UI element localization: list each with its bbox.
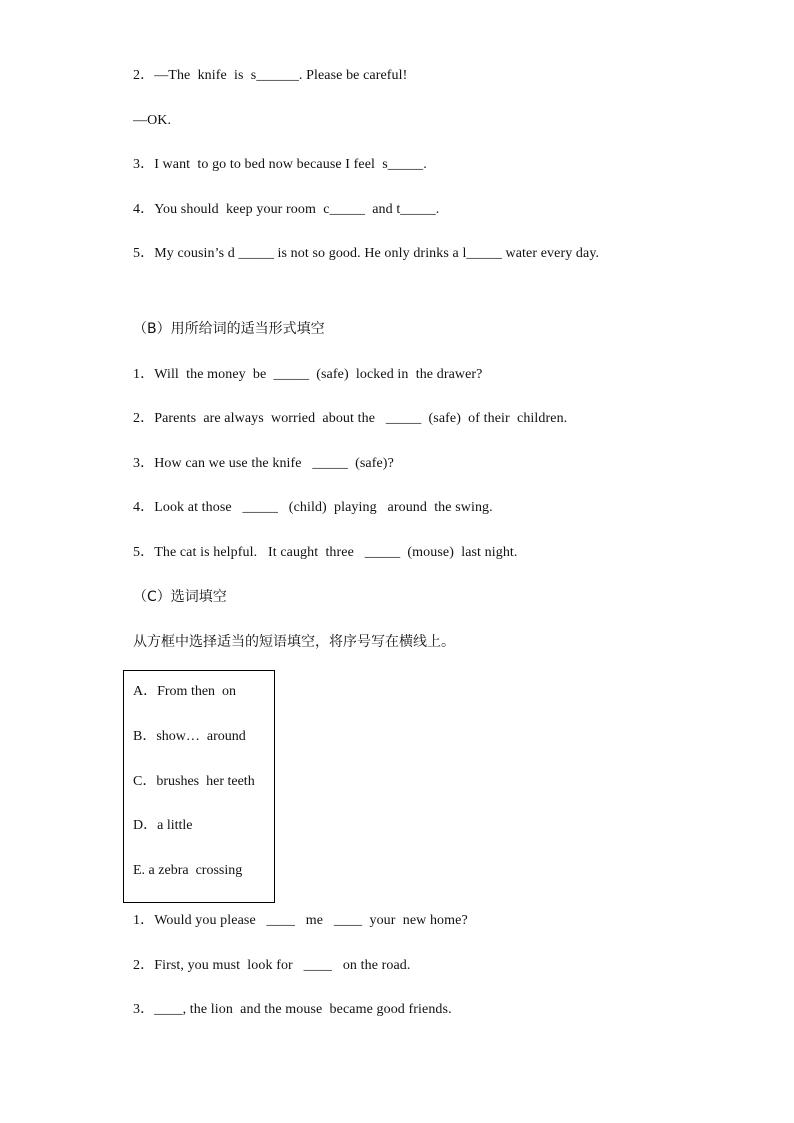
question-a5: 5．My cousin’s d _____ is not so good. He only drinks a l_____ water every day. [133,246,600,261]
phrase-choice-box [123,670,275,903]
choice-e: E. a zebra crossing [133,863,243,878]
question-c3: 3．____, the lion and the mouse became good friends. [133,1002,452,1017]
section-c-instruction: 从方框中选择适当的短语填空，将序号写在横线上。 [133,634,455,650]
question-b4: 4．Look at those _____ (child) playing around the swing. [133,500,493,515]
question-a3: 3．I want to go to bed now because I feel s_____. [133,157,427,172]
question-c2: 2．First, you must look for ____ on the road. [133,958,411,973]
choice-a: A．From then on [133,684,237,699]
question-b1: 1．Will the money be _____ (safe) locked in the drawer? [133,367,483,382]
choice-c: C．brushes her teeth [133,774,255,789]
question-b5: 5．The cat is helpful. It caught three _____ (mouse) last night. [133,545,518,560]
choice-b: B．show… around [133,729,246,744]
section-b-heading: （B）用所给词的适当形式填空 [133,321,325,337]
answer-line-ok: —OK. [133,113,172,128]
question-a2: 2．—The knife is s______. Please be careful! [133,68,408,83]
choice-d: D．a little [133,818,193,833]
question-a4: 4．You should keep your room c_____ and t_____. [133,202,440,217]
question-b3: 3．How can we use the knife _____ (safe)? [133,456,394,471]
question-b2: 2．Parents are always worried about the _____ (safe) of their children. [133,411,568,426]
question-c1: 1．Would you please ____ me ____ your new home? [133,913,468,928]
section-c-heading: （C）选词填空 [133,589,227,605]
